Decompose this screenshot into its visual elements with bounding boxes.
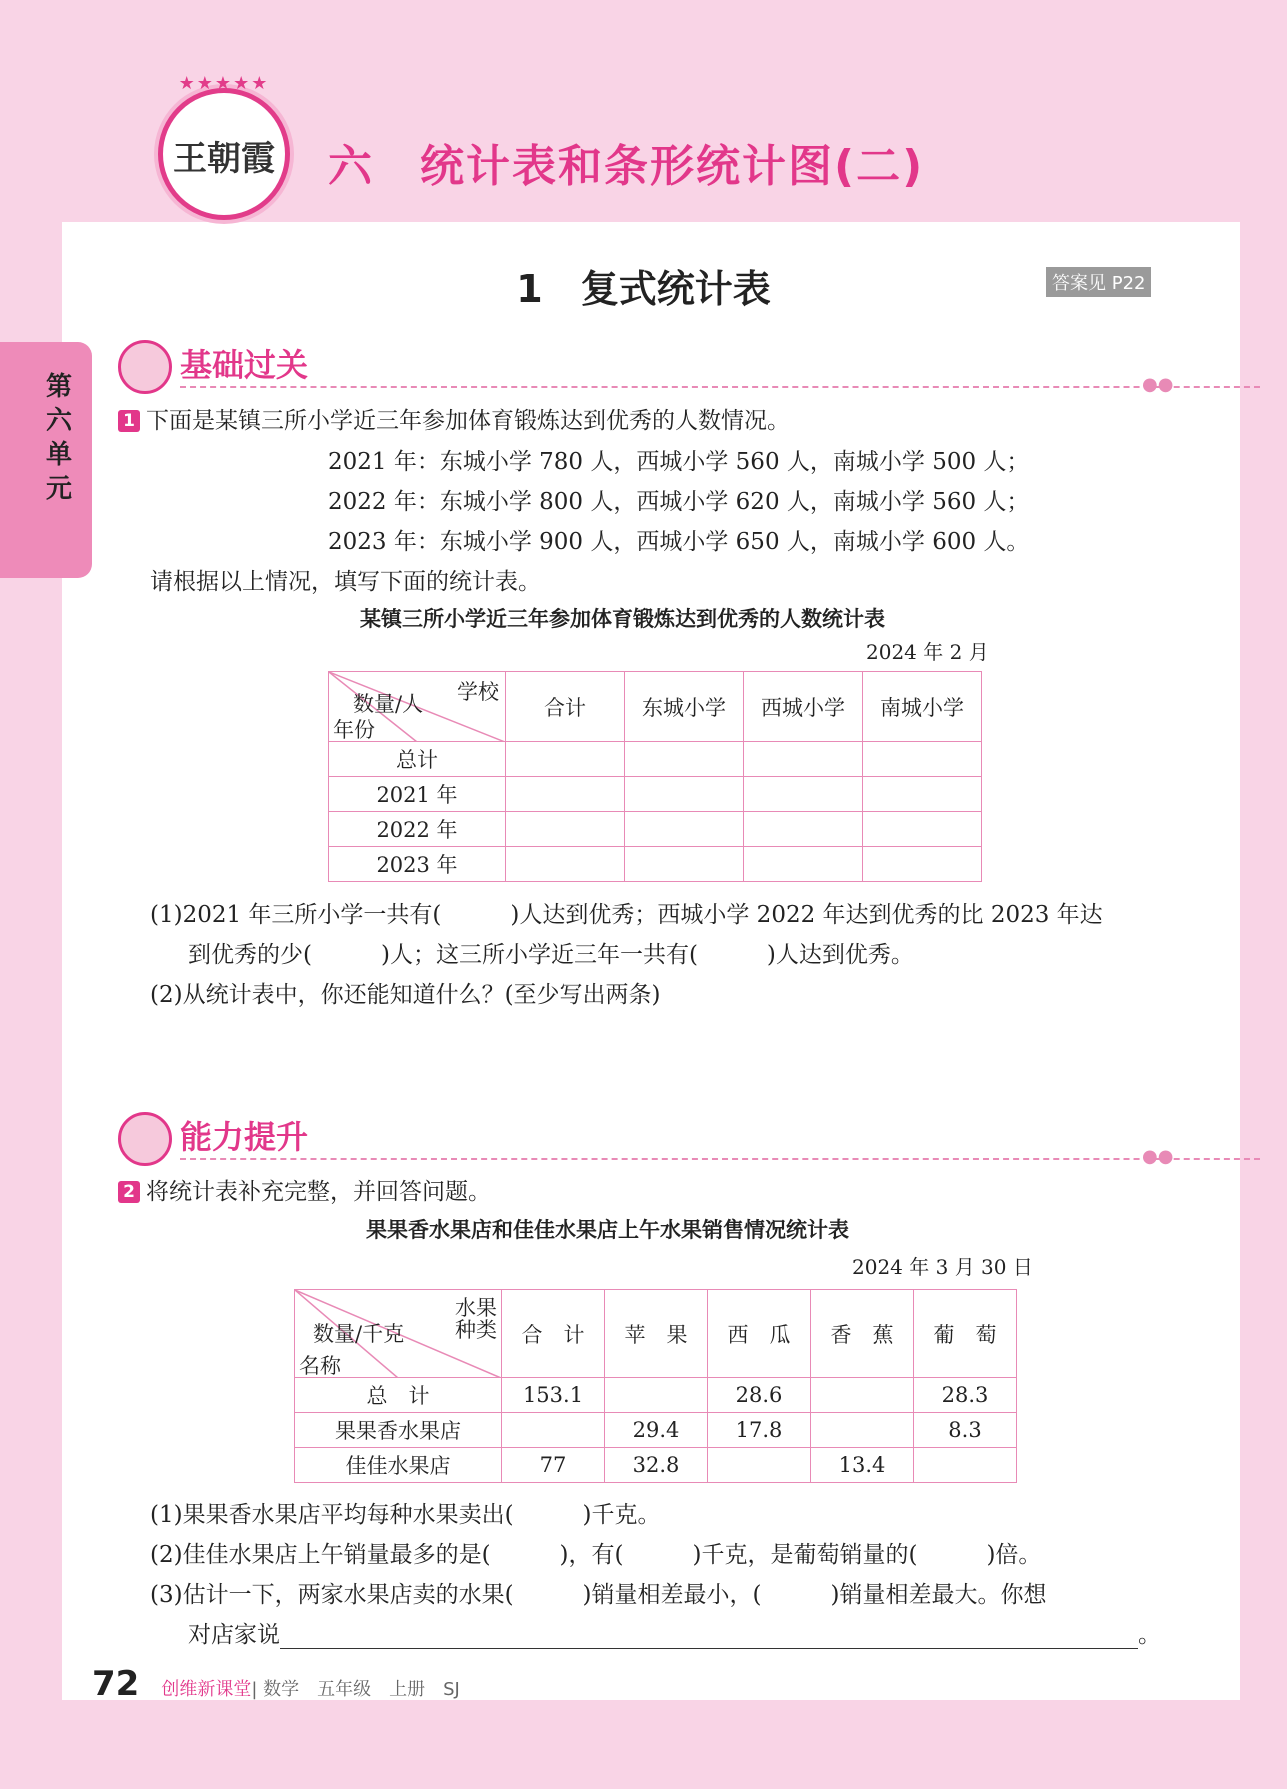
table-cell-blank[interactable] (863, 777, 982, 812)
publisher-logo (158, 73, 290, 220)
question-2-intro (118, 1173, 491, 1206)
table-cell-blank[interactable] (625, 847, 744, 882)
corner-label-fruit: 水果 (455, 1296, 497, 1320)
table-cell: 153.1 (502, 1378, 605, 1413)
chapter-title: 六 统计表和条形统计图(二) (328, 141, 925, 192)
table-row-header: 2021 年 (329, 777, 506, 812)
table-column-header: 南城小学 (863, 672, 982, 742)
table-cell-blank[interactable] (744, 742, 863, 777)
table-row-header: 总计 (329, 742, 506, 777)
table-column-header: 葡 萄 (914, 1290, 1017, 1378)
table-1-title: 某镇三所小学近三年参加体育锻炼达到优秀的人数统计表 (360, 607, 885, 631)
star-icon-row: ★★★★★ (178, 73, 270, 94)
table-cell-blank[interactable] (625, 742, 744, 777)
table-header-corner (295, 1290, 502, 1378)
question-2-intro-text: 将统计表补充完整，并回答问题。 (146, 1179, 491, 1205)
corner-label-school: 学校 (457, 680, 499, 704)
table-row (329, 812, 982, 847)
table-cell-blank[interactable] (506, 847, 625, 882)
question-1-sub-2: (2)从统计表中，你还能知道什么？(至少写出两条) (150, 982, 661, 1008)
question-1-data-line: 2023 年：东城小学 900 人，西城小学 650 人，南城小学 600 人。 (328, 529, 1030, 555)
corner-label-type: 种类 (455, 1318, 497, 1342)
table-cell-blank[interactable] (708, 1448, 811, 1483)
question-2-sub-3a: (3)估计一下，两家水果店卖的水果( )销量相差最小，( )销量相差最大。你想 (150, 1582, 1047, 1608)
table-cell-blank[interactable] (744, 777, 863, 812)
question-number-badge: 2 (118, 1181, 140, 1203)
corner-label-name: 名称 (299, 1354, 341, 1378)
table-2-title: 果果香水果店和佳佳水果店上午水果销售情况统计表 (366, 1218, 849, 1242)
table-column-header: 苹 果 (605, 1290, 708, 1378)
question-2-sub-3b-text: 对店家说 (188, 1622, 280, 1648)
dots-icon: ●● (1142, 374, 1174, 395)
table-column-header: 合计 (506, 672, 625, 742)
question-2-sub-2: (2)佳佳水果店上午销量最多的是( )，有( )千克，是葡萄销量的( )倍。 (150, 1542, 1042, 1568)
table-cell: 29.4 (605, 1413, 708, 1448)
table-row-header: 果果香水果店 (295, 1413, 502, 1448)
dashed-divider (180, 386, 1260, 388)
dashed-divider (180, 1158, 1260, 1160)
table-cell: 8.3 (914, 1413, 1017, 1448)
table-cell-blank[interactable] (863, 742, 982, 777)
table-column-header: 西 瓜 (708, 1290, 811, 1378)
question-1-data-line: 2022 年：东城小学 800 人，西城小学 620 人，南城小学 560 人； (328, 489, 1030, 515)
corner-label-year: 年份 (333, 718, 375, 742)
table-row (329, 742, 982, 777)
logo-text: 王朝霞 (173, 139, 275, 179)
table-row (329, 847, 982, 882)
table-cell: 28.6 (708, 1378, 811, 1413)
unit-side-tab (0, 342, 92, 578)
table-cell-blank[interactable] (502, 1413, 605, 1448)
table-row (295, 1413, 1017, 1448)
table-cell-blank[interactable] (744, 812, 863, 847)
table-cell-blank[interactable] (506, 742, 625, 777)
table-cell: 32.8 (605, 1448, 708, 1483)
mascot-icon (118, 1112, 172, 1166)
table-row-header: 2023 年 (329, 847, 506, 882)
table-cell-blank[interactable] (506, 777, 625, 812)
table-row (295, 1378, 1017, 1413)
table-column-header: 香 蕉 (811, 1290, 914, 1378)
table-cell-blank[interactable] (506, 812, 625, 847)
table-column-header: 西城小学 (744, 672, 863, 742)
table-cell: 77 (502, 1448, 605, 1483)
question-1-intro (118, 402, 790, 435)
question-number-badge: 1 (118, 410, 140, 432)
table-cell-blank[interactable] (625, 812, 744, 847)
table-cell-blank[interactable] (863, 812, 982, 847)
question-1-intro-text: 下面是某镇三所小学近三年参加体育锻炼达到优秀的人数情况。 (146, 408, 790, 434)
table-cell-blank[interactable] (605, 1378, 708, 1413)
table-column-header: 合 计 (502, 1290, 605, 1378)
table-row (295, 1448, 1017, 1483)
mascot-icon (118, 340, 172, 394)
page-number: 72 (92, 1664, 140, 1704)
table-cell-blank[interactable] (914, 1448, 1017, 1483)
corner-label-quantity: 数量/人 (353, 692, 424, 716)
footer-meta: | 数学 五年级 上册 SJ (251, 1679, 460, 1700)
question-2-sub-3-end: 。 (1138, 1622, 1161, 1648)
table-cell: 13.4 (811, 1448, 914, 1483)
answer-reference-tag: 答案见 P22 (1046, 267, 1151, 297)
question-2-sub-1: (1)果果香水果店平均每种水果卖出( )千克。 (150, 1502, 661, 1528)
table-header-corner (329, 672, 506, 742)
corner-label-quantity: 数量/千克 (313, 1322, 405, 1346)
question-1-instruction: 请根据以上情况，填写下面的统计表。 (150, 569, 541, 595)
question-1-sub-1a: (1)2021 年三所小学一共有( )人达到优秀；西城小学 2022 年达到优秀的比 2023 年达 (150, 902, 1103, 928)
page-footer (92, 1664, 460, 1704)
table-column-header: 东城小学 (625, 672, 744, 742)
table-cell-blank[interactable] (811, 1378, 914, 1413)
section-banner-label: 能力提升 (180, 1118, 309, 1156)
section-banner-label: 基础过关 (180, 346, 309, 384)
table-2-date: 2024 年 3 月 30 日 (852, 1255, 1033, 1279)
table-row (329, 777, 982, 812)
section-title: 1 复式统计表 (516, 267, 771, 311)
table-row-header: 2022 年 (329, 812, 506, 847)
footer-series: 创维新课堂 (161, 1679, 252, 1700)
table-row-header: 佳佳水果店 (295, 1448, 502, 1483)
table-1-date: 2024 年 2 月 (866, 640, 989, 664)
table-cell-blank[interactable] (744, 847, 863, 882)
table-cell-blank[interactable] (863, 847, 982, 882)
question-2-sub-3b (188, 1616, 1161, 1649)
question-1-data-line: 2021 年：东城小学 780 人，西城小学 560 人，南城小学 500 人； (328, 449, 1030, 475)
stat-table-2 (294, 1289, 1017, 1483)
table-cell-blank[interactable] (625, 777, 744, 812)
table-row-header: 总 计 (295, 1378, 502, 1413)
table-cell: 28.3 (914, 1378, 1017, 1413)
stat-table-1 (328, 671, 982, 882)
answer-line[interactable] (280, 1626, 1138, 1649)
dots-icon: ●● (1142, 1146, 1174, 1167)
unit-side-tab-label: 第六单元 (46, 372, 73, 504)
question-1-sub-1b: 到优秀的少( )人；这三所小学近三年一共有( )人达到优秀。 (188, 942, 914, 968)
table-cell-blank[interactable] (811, 1413, 914, 1448)
table-cell: 17.8 (708, 1413, 811, 1448)
